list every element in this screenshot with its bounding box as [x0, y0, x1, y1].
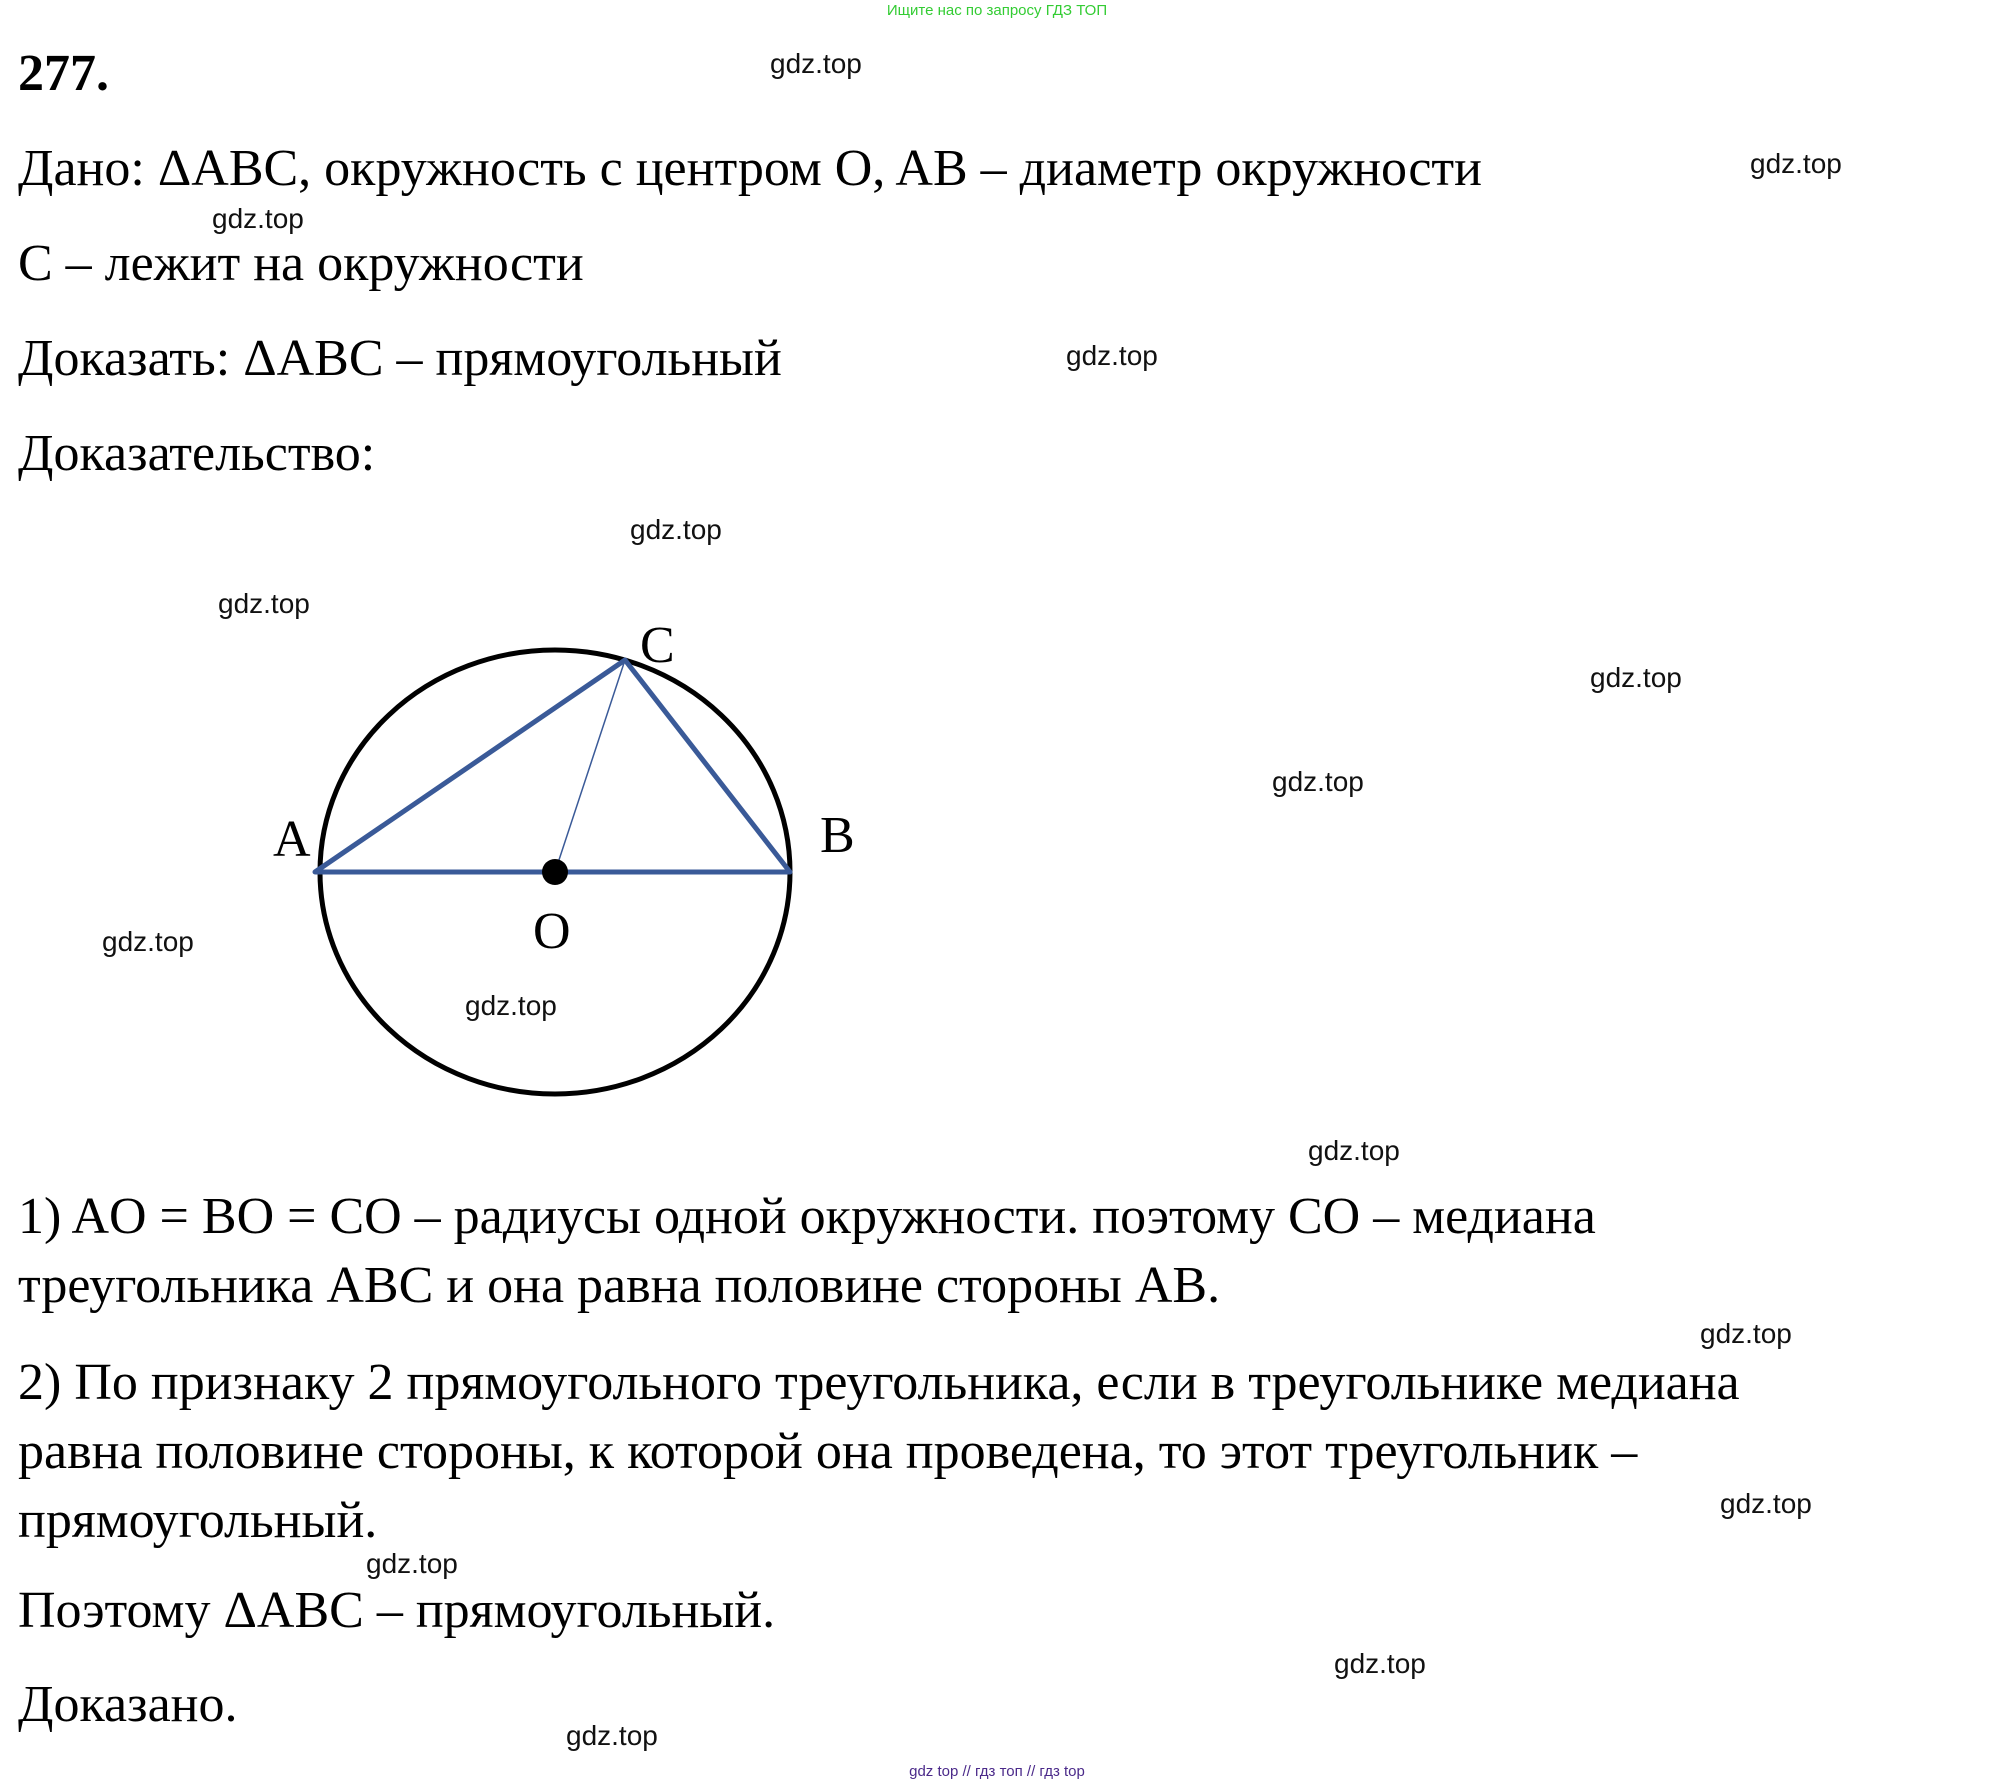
watermark: gdz.top [770, 48, 862, 79]
watermark: gdz.top [1272, 766, 1364, 797]
top-banner: Ищите нас по запросу ГДЗ ТОП [886, 2, 1108, 19]
center-point [542, 859, 568, 885]
watermark: gdz.top [1720, 1488, 1812, 1519]
step1-line-2: треугольника ABC и она равна половине стороны AB. [18, 1257, 1221, 1314]
footer-links: gdz top // гдз топ // гдз top [909, 1763, 1085, 1780]
triangle-abc [315, 660, 790, 872]
watermark: gdz.top [630, 514, 722, 545]
watermark: gdz.top [465, 990, 557, 1021]
watermark: gdz.top [566, 1720, 658, 1751]
watermark: gdz.top [102, 926, 194, 957]
watermark: gdz.top [1590, 662, 1682, 693]
conclusion: Поэтому ΔABC – прямоугольный. [18, 1582, 776, 1639]
label-o: O [533, 903, 571, 960]
step2-line-1: 2) По признаку 2 прямоугольного треугольника, если в треугольнике медиана [18, 1354, 1740, 1411]
watermark: gdz.top [1066, 340, 1158, 371]
radius-oc [555, 660, 625, 872]
watermark: gdz.top [218, 588, 310, 619]
prove-statement: Доказать: ΔABC – прямоугольный [18, 330, 782, 387]
watermark: gdz.top [1308, 1135, 1400, 1166]
watermark: gdz.top [1700, 1318, 1792, 1349]
watermark: gdz.top [1334, 1648, 1426, 1679]
watermark: gdz.top [1750, 148, 1842, 179]
problem-number: 277. [18, 45, 109, 102]
given-line-2: C – лежит на окружности [18, 235, 584, 292]
step2-line-2: равна половине стороны, к которой она проведена, то этот треугольник – [18, 1423, 1638, 1480]
label-c: C [640, 617, 675, 674]
watermark: gdz.top [212, 203, 304, 234]
watermark: gdz.top [366, 1548, 458, 1579]
label-b: B [820, 807, 855, 864]
proof-heading: Доказательство: [18, 425, 376, 482]
given-line-1: Дано: ΔABC, окружность с центром O, AB – диаметр окружности [18, 140, 1482, 197]
step2-line-3: прямоугольный. [18, 1492, 378, 1549]
label-a: A [273, 811, 311, 868]
step1-line-1: 1) AO = BO = CO – радиусы одной окружности. поэтому CO – медиана [18, 1188, 1596, 1245]
done: Доказано. [18, 1676, 238, 1733]
